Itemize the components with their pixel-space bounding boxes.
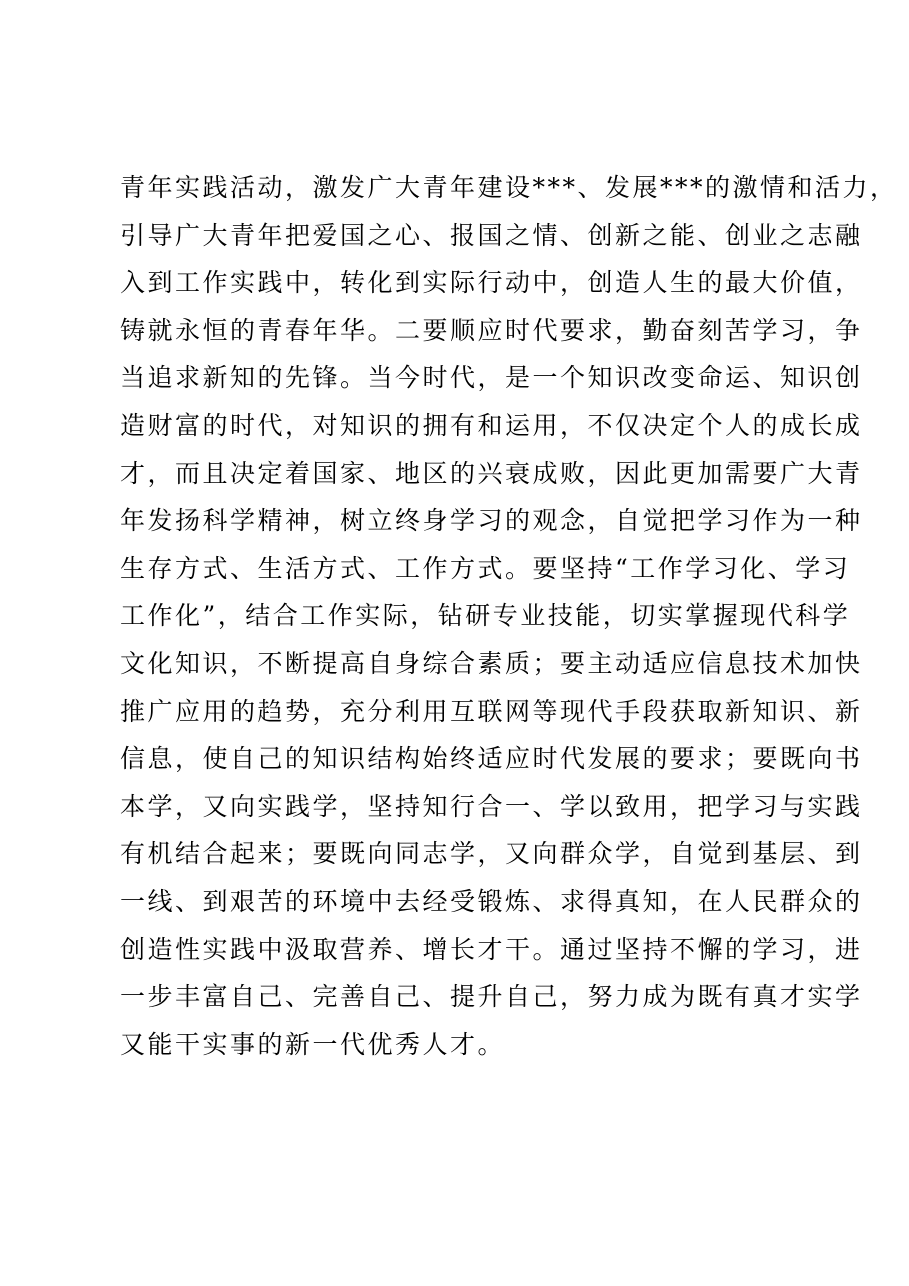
body-paragraph	[120, 164, 898, 1068]
text-line: 入到工作实践中，转化到实际行动中，创造人生的最大价值，	[120, 268, 863, 298]
text-line: 当追求新知的先锋。当今时代，是一个知识改变命运、知识创	[120, 363, 863, 393]
text-line: 生存方式、生活方式、工作方式。要坚持“工作学习化、学习	[120, 553, 851, 583]
text-line: 造财富的时代，对知识的拥有和运用，不仅决定个人的成长成	[120, 410, 863, 440]
text-line: 青年实践活动，激发广大青年建设***、发展***的激情和活力，	[120, 173, 898, 202]
text-line: 一线、到艰苦的环境中去经受锻炼、求得真知，在人民群众的	[120, 886, 863, 916]
text-line: 创造性实践中汲取营养、增长才干。通过坚持不懈的学习，进	[120, 934, 863, 964]
text-line: 才，而且决定着国家、地区的兴衰成败，因此更加需要广大青	[120, 458, 863, 488]
text-line: 又能干实事的新一代优秀人才。	[120, 1029, 506, 1059]
text-line: 文化知识，不断提高自身综合素质；要主动适应信息技术加快	[120, 648, 863, 678]
text-line: 本学，又向实践学，坚持知行合一、学以致用，把学习与实践	[120, 791, 863, 821]
text-line: 一步丰富自己、完善自己、提升自己，努力成为既有真才实学	[120, 982, 863, 1012]
text-line: 年发扬科学精神，树立终身学习的观念，自觉把学习作为一种	[120, 506, 863, 536]
text-line: 引导广大青年把爱国之心、报国之情、创新之能、创业之志融	[120, 220, 863, 250]
text-line: 工作化”，结合工作实际，钻研专业技能，切实掌握现代科学	[120, 601, 851, 631]
text-line: 铸就永恒的青春年华。二要顺应时代要求，勤奋刻苦学习，争	[120, 315, 863, 345]
text-line: 信息，使自己的知识结构始终适应时代发展的要求；要既向书	[120, 744, 863, 774]
text-line: 有机结合起来；要既向同志学，又向群众学，自觉到基层、到	[120, 839, 863, 869]
text-line: 推广应用的趋势，充分利用互联网等现代手段获取新知识、新	[120, 696, 863, 726]
